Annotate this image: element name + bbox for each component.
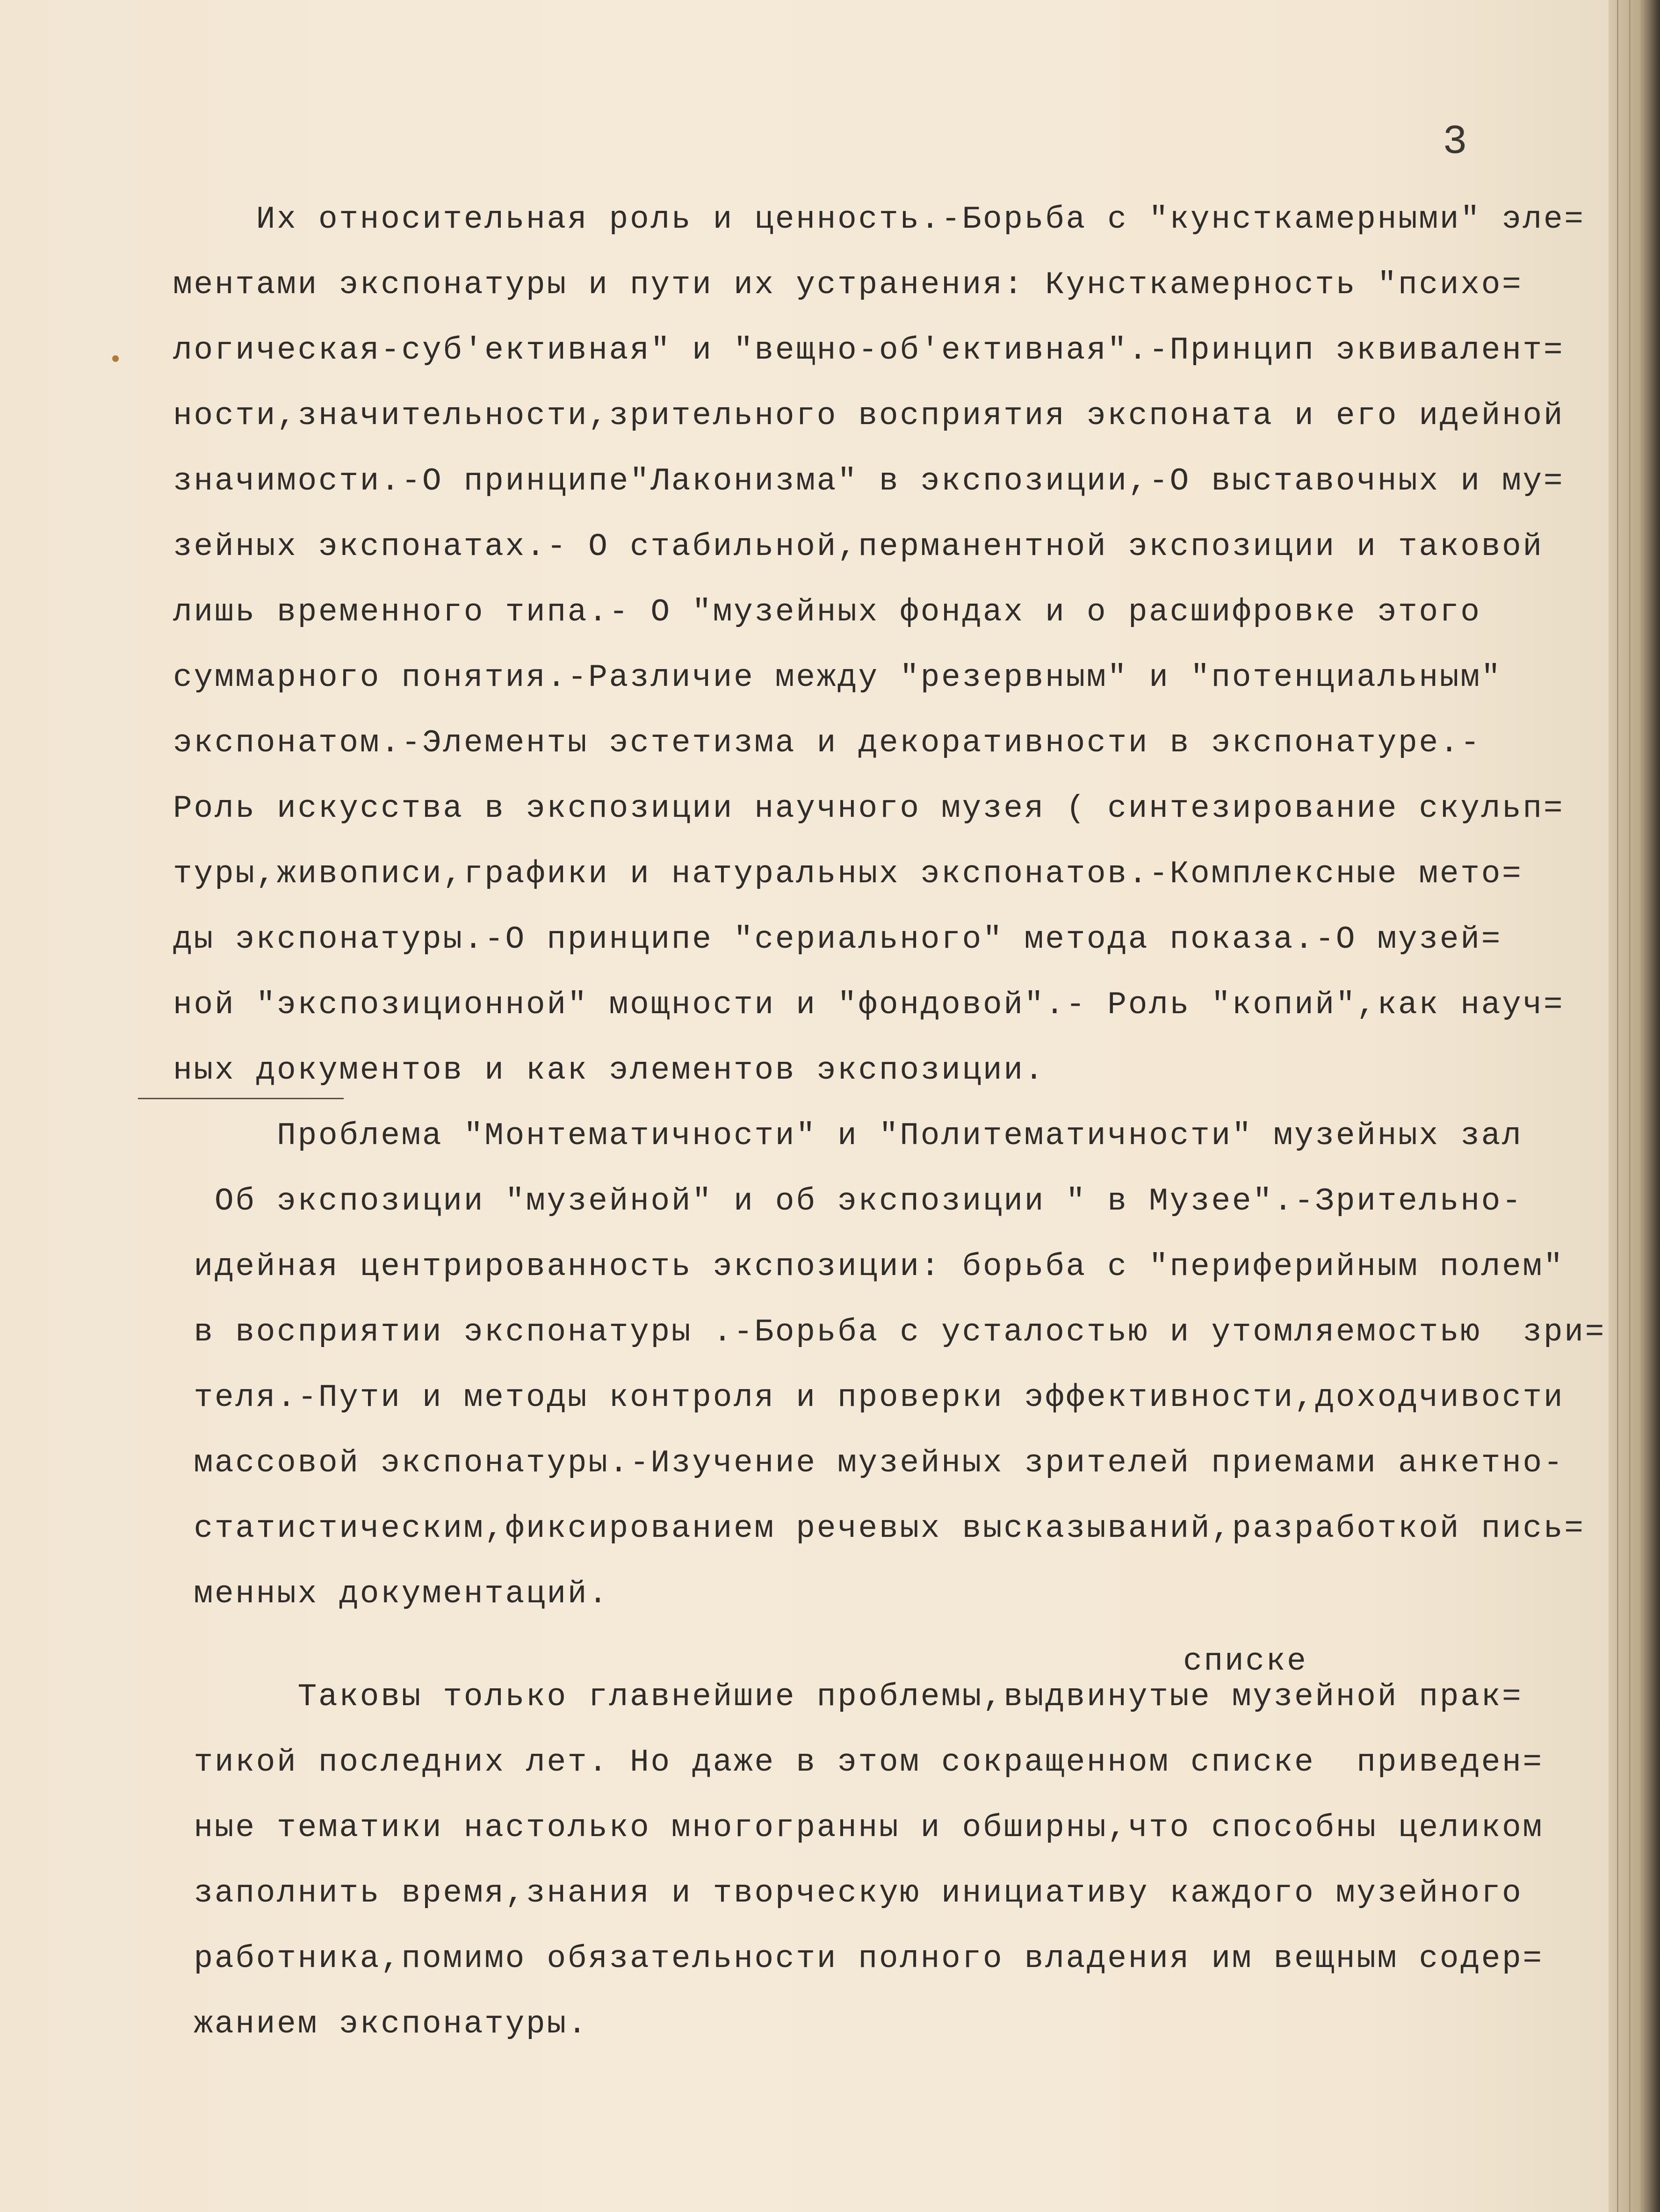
- text-line: статистическим,фиксированием речевых высказываний,разработкой пись=: [173, 1511, 1585, 1547]
- page-edge-line: [1629, 0, 1631, 2212]
- text-line: Проблема "Монтематичности" и "Политематичности" музейных зал: [173, 1118, 1523, 1154]
- paragraph-1: [173, 187, 1585, 1103]
- text-line: экспонатом.-Элементы эстетизма и декоративности в экспонатуре.-: [173, 725, 1481, 761]
- paragraph-2: [173, 1103, 1606, 1627]
- text-line: тикой последних лет. Но даже в этом сокращенном списке приведен=: [173, 1744, 1544, 1780]
- text-line: зейных экспонатах.- О стабильной,перманентной экспозиции и таковой: [173, 529, 1544, 565]
- interlinear-insertion: списке: [1183, 1643, 1308, 1679]
- text-line: массовой экспонатуры.-Изучение музейных зрителей приемами анкетно-: [173, 1445, 1565, 1481]
- text-line: туры,живописи,графики и натуральных экспонатов.-Комплексные мето=: [173, 856, 1523, 892]
- text-line: ности,значительности,зрительного восприятия экспоната и его идейной: [173, 398, 1565, 434]
- page-number: 3: [1443, 119, 1467, 166]
- text-line: ных документов и как элементов экспозиции.: [173, 1052, 1046, 1088]
- stacked-page-edges: [1609, 0, 1660, 2212]
- text-line: Их относительная роль и ценность.-Борьба с "кунсткамерными" эле=: [173, 202, 1585, 238]
- text-line: работника,помимо обязательности полного владения им вещным содер=: [173, 1941, 1544, 1977]
- text-line: в восприятии экспонатуры .-Борьба с усталостью и утомляемостью зри=: [173, 1314, 1606, 1350]
- text-line: теля.-Пути и методы контроля и проверки эффективности,доходчивости: [173, 1380, 1565, 1416]
- paragraph-spacer: [173, 1627, 1571, 1664]
- text-line: логическая-суб'ективная" и "вещно-об'ективная".-Принцип эквивалент=: [173, 332, 1565, 368]
- text-line: ной "экспозиционной" мощности и "фондовой".- Роль "копий",как науч=: [173, 987, 1565, 1023]
- text-line: лишь временного типа.- О "музейных фондах и о расшифровке этого: [173, 594, 1481, 630]
- page-edge-line: [1641, 0, 1643, 2212]
- text-line: значимости.-О принципе"Лаконизма" в экспозиции,-О выставочных и му=: [173, 463, 1565, 499]
- page-edge-line: [1617, 0, 1618, 2212]
- text-line: Об экспозиции "музейной" и об экспозиции " в Музее".-Зрительно-: [173, 1183, 1523, 1219]
- ink-spot: [112, 355, 119, 362]
- paragraph-3: [173, 1664, 1571, 2057]
- text-line: ды экспонатуры.-О принципе "сериального" метода показа.-О музей=: [173, 922, 1502, 958]
- section-rule: [138, 1098, 344, 1099]
- text-line: идейная центрированность экспозиции: борьба с "периферийным полем": [173, 1249, 1565, 1285]
- text-line: жанием экспонатуры.: [173, 2006, 589, 2042]
- text-line: заполнить время,знания и творческую инициативу каждого музейного: [173, 1875, 1523, 1911]
- text-line: менных документаций.: [173, 1576, 609, 1612]
- text-line: ментами экспонатуры и пути их устранения: Кунсткамерность "психо=: [173, 267, 1523, 303]
- text-line: Таковы только главнейшие проблемы,выдвинутые музейной прак=: [173, 1679, 1523, 1715]
- text-line: суммарного понятия.-Различие между "резервным" и "потенциальным": [173, 660, 1502, 696]
- text-line: ные тематики настолько многогранны и обширны,что способны целиком: [173, 1810, 1544, 1846]
- typed-text: [173, 187, 1606, 2057]
- text-line: Роль искусства в экспозиции научного музея ( синтезирование скульп=: [173, 791, 1565, 827]
